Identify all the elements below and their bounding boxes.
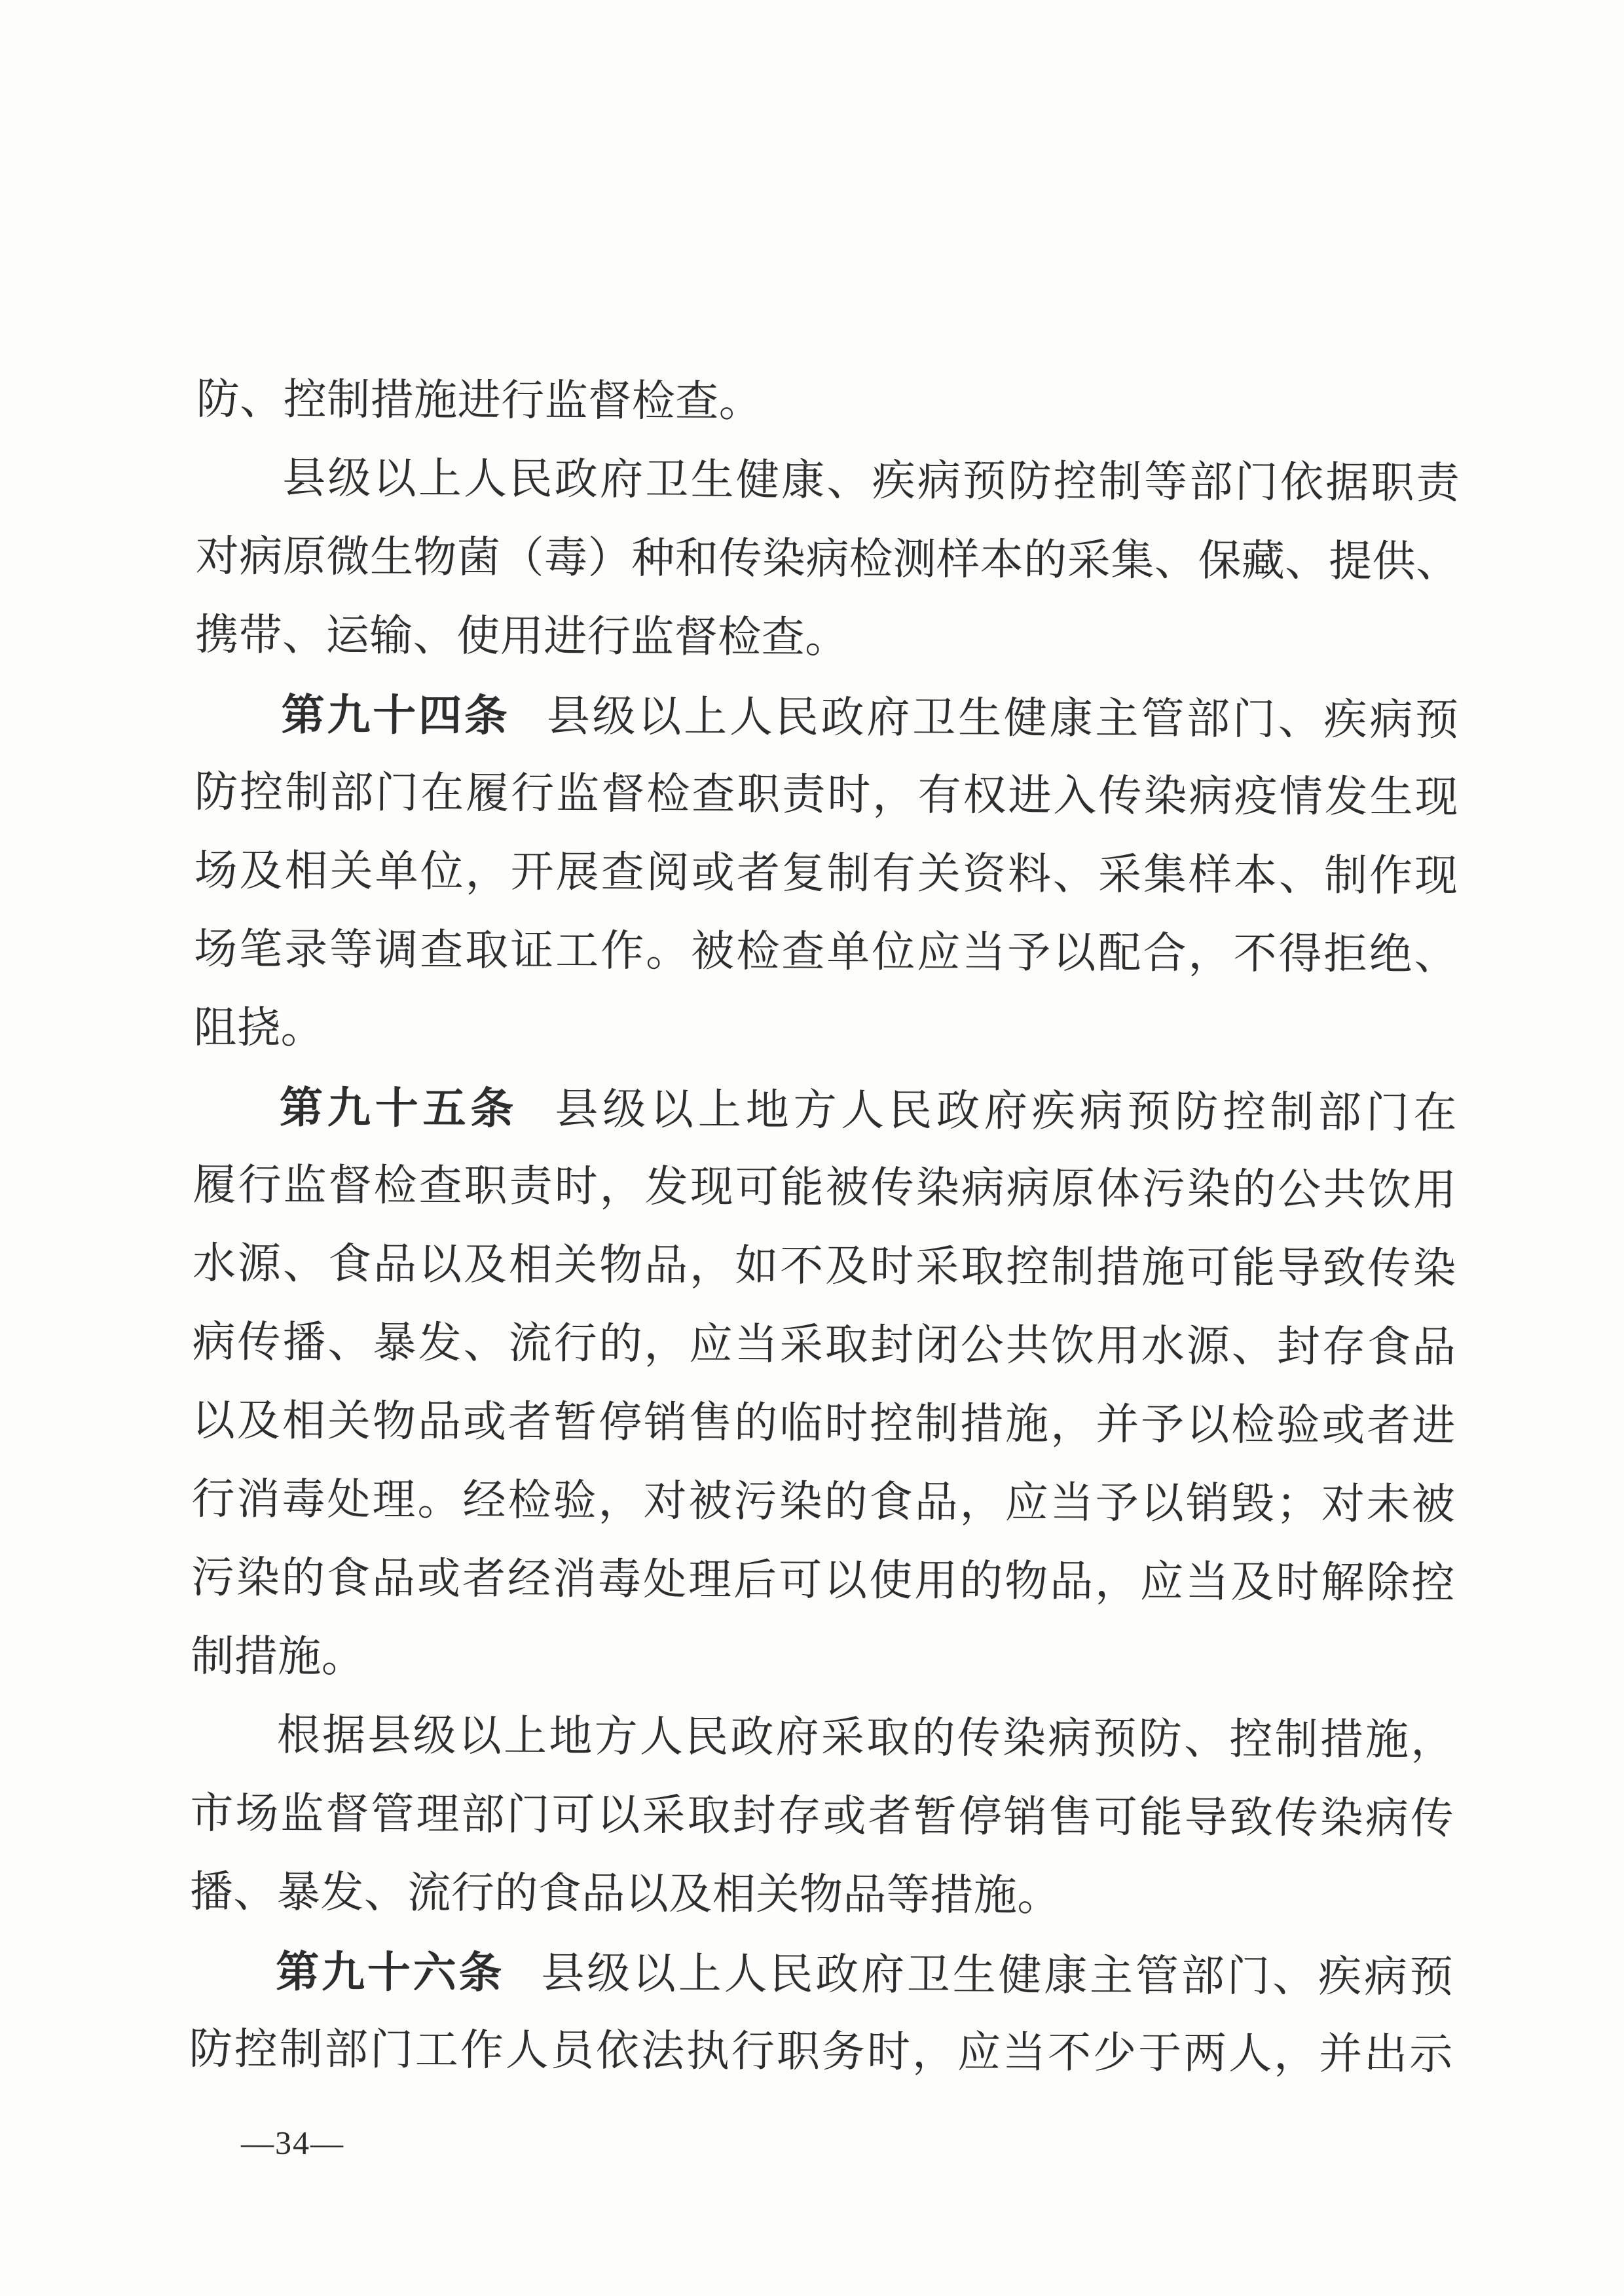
line-text: 防控制部门工作人员依法执行职务时，应当不少于两人，并出示 [189, 2025, 1453, 2079]
article-number: 第九十五条 [279, 1083, 519, 1133]
line-text: 县级以上人民政府卫生健康主管部门、疾病预 [546, 693, 1459, 745]
text-line [191, 1618, 1455, 1702]
text-line [189, 1932, 1454, 2016]
line-text: 县级以上人民政府卫生健康、疾病预防控制等部门依据职责 [282, 454, 1460, 508]
line-text: 对病原微生物菌（毒）种和传染病检测样本的采集、保藏、提供、 [195, 532, 1460, 587]
text-line [191, 1539, 1456, 1623]
line-text: 根据县级以上地方人民政府采取的传染病预防、控制措施， [276, 1711, 1454, 1765]
text-line [193, 989, 1458, 1073]
text-line [192, 1303, 1456, 1387]
text-line [193, 1146, 1457, 1230]
line-text: 市场监督管理部门可以采取封存或者暂停销售可能导致传染病传 [190, 1789, 1454, 1844]
text-line [193, 1068, 1458, 1152]
text-line [191, 1461, 1456, 1544]
line-text: 防、控制措施进行监督检查。 [196, 375, 763, 426]
line-text: 县级以上地方人民政府疾病预防控制部门在 [555, 1085, 1458, 1138]
line-text: 防控制部门在履行监督检查职责时，有权进入传染病疫情发生现 [194, 768, 1459, 822]
text-line [194, 832, 1458, 916]
line-text: 履行监督检查职责时，发现可能被传染病病原体污染的公共饮用 [193, 1161, 1457, 1215]
text-line [190, 1853, 1454, 1937]
line-text: 播、暴发、流行的食品以及相关物品等措施。 [189, 1868, 1061, 1920]
line-text: 阻挠。 [193, 1004, 325, 1053]
line-text: 制措施。 [191, 1632, 365, 1681]
page-number: —34— [240, 2124, 345, 2162]
line-text: 行消毒处理。经检验，对被污染的食品，应当予以销毁；对未被 [191, 1475, 1456, 1529]
line-text: 污染的食品或者经消毒处理后可以使用的物品，应当及时解除控 [191, 1554, 1456, 1608]
text-line [192, 1382, 1456, 1466]
line-text: 场及相关单位，开展查阅或者复制有关资料、采集样本、制作现 [194, 847, 1458, 901]
text-line [195, 518, 1460, 602]
text-line [194, 754, 1459, 837]
line-text: 病传播、暴发、流行的，应当采取封闭公共饮用水源、封存食品 [192, 1318, 1456, 1372]
text-line [190, 1775, 1454, 1859]
text-block [189, 361, 1460, 2094]
text-line [189, 2011, 1453, 2094]
article-number: 第九十六条 [276, 1947, 505, 1997]
line-text: 场笔录等调查取证工作。被检查单位应当予以配合，不得拒绝、 [193, 925, 1458, 979]
text-line [194, 675, 1459, 759]
line-text: 县级以上人民政府卫生健康主管部门、疾病预 [541, 1950, 1454, 2002]
line-text: 以及相关物品或者暂停销售的临时控制措施，并予以检验或者进 [191, 1396, 1456, 1451]
article-number: 第九十四条 [281, 690, 510, 740]
text-line [196, 361, 1460, 445]
text-line [193, 1225, 1457, 1309]
text-line [194, 911, 1458, 994]
text-line [195, 596, 1460, 680]
line-text: 水源、食品以及相关物品，如不及时采取控制措施可能导致传染 [192, 1239, 1457, 1294]
text-line [196, 439, 1460, 523]
text-line [191, 1696, 1455, 1780]
line-text: 携带、运输、使用进行监督检查。 [195, 611, 849, 663]
